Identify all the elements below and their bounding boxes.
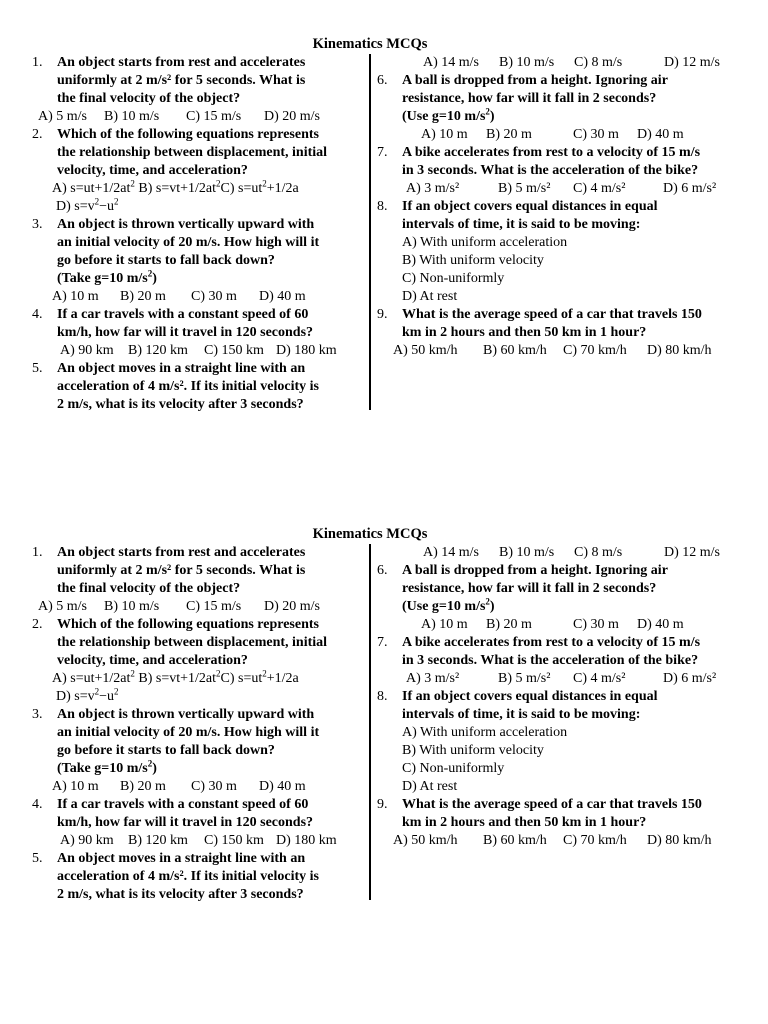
question-text: An object starts from rest and accelerates uniformly at 2 m/s² for 5 seconds. What is the final velocity of the object?	[57, 55, 306, 106]
option[interactable]: A) With uniform acceleration	[402, 235, 568, 250]
page-title: Kinematics MCQs	[312, 526, 428, 542]
question-5	[32, 360, 360, 414]
option[interactable]: B) $s=vt+1/2at^2$	[138, 668, 221, 686]
question-8	[377, 198, 742, 234]
option[interactable]: A) $s=ut+1/2at^2$	[52, 178, 135, 196]
options-q4	[32, 832, 360, 850]
option[interactable]: A) 5 m/s	[38, 599, 87, 614]
question-number: 4.	[32, 797, 43, 812]
question-number: 1.	[32, 55, 43, 70]
option[interactable]: C) 70 km/h	[563, 833, 627, 848]
question-2	[32, 126, 360, 180]
question-number: 5.	[32, 361, 43, 376]
question-8	[377, 688, 742, 724]
option[interactable]: D) 6 m/s²	[663, 671, 717, 686]
question-number: 1.	[32, 545, 43, 560]
option[interactable]: B) 10 m/s	[104, 109, 160, 124]
options-q9	[377, 832, 742, 850]
option[interactable]: A) 3 m/s²	[406, 671, 460, 686]
option[interactable]: A) 14 m/s	[423, 55, 479, 70]
question-number: 6.	[377, 563, 388, 578]
question-number: 7.	[377, 635, 388, 650]
option[interactable]: A) 50 km/h	[393, 833, 458, 848]
option[interactable]: B) 20 m	[120, 289, 166, 304]
option[interactable]: B) 20 m	[120, 779, 166, 794]
question-6	[377, 72, 742, 126]
option[interactable]: C) 150 km	[204, 343, 264, 358]
option[interactable]: D) $s=v^2-u^2$	[56, 196, 119, 214]
question-text: A bike accelerates from rest to a velocity of 15 m/s in 3 seconds. What is the acceleration of the bike?	[402, 635, 701, 668]
question-1	[32, 54, 360, 108]
question-5	[32, 850, 360, 904]
option[interactable]: B) With uniform velocity	[402, 743, 544, 758]
option[interactable]: B) 20 m	[486, 127, 532, 142]
question-text: A ball is dropped from a height. Ignoring air resistance, how far will it fall in 2 seconds? (Use g=10 $m/s^2$)	[402, 73, 668, 124]
option[interactable]: B) 10 m/s	[104, 599, 160, 614]
question-text: A ball is dropped from a height. Ignoring air resistance, how far will it fall in 2 seconds? (Use g=10 $m/s^2$)	[402, 563, 668, 614]
options-q5	[377, 54, 742, 72]
column-divider	[369, 544, 371, 900]
options-q4	[32, 342, 360, 360]
option[interactable]: C) 4 m/s²	[573, 671, 626, 686]
page-title: Kinematics MCQs	[312, 36, 428, 52]
option[interactable]: A) 5 m/s	[38, 109, 87, 124]
option[interactable]: D) 20 m/s	[264, 109, 320, 124]
option[interactable]: D) 40 m	[637, 127, 684, 142]
question-text: If a car travels with a constant speed of 60 km/h, how far will it travel in 120 seconds?	[57, 797, 314, 830]
question-text: An object is thrown vertically upward with an initial velocity of 20 m/s. How high will it go before it starts to fall back down? (Take g=10 $m/s^2$)	[57, 707, 320, 776]
option[interactable]: C) 30 m	[573, 617, 619, 632]
option[interactable]: D) $s=v^2-u^2$	[56, 686, 119, 704]
option[interactable]: C) 4 m/s²	[573, 181, 626, 196]
question-4	[32, 306, 360, 342]
option[interactable]: A) 10 m	[52, 289, 99, 304]
question-7	[377, 144, 742, 180]
options-q1	[32, 108, 360, 126]
option[interactable]: C) Non-uniformly	[402, 271, 505, 286]
options-q1	[32, 598, 360, 616]
option[interactable]: C) 150 km	[204, 833, 264, 848]
question-number: 2.	[32, 617, 43, 632]
column-divider	[369, 54, 371, 410]
question-text: If an object covers equal distances in equal intervals of time, it is said to be moving:	[402, 689, 658, 722]
question-text: If a car travels with a constant speed of 60 km/h, how far will it travel in 120 seconds?	[57, 307, 314, 340]
option[interactable]: D) 180 km	[276, 833, 337, 848]
right-column	[377, 544, 742, 850]
worksheet-top	[0, 0, 768, 412]
options-q6	[377, 616, 742, 634]
option[interactable]: D) 80 km/h	[647, 343, 712, 358]
option[interactable]: B) 5 m/s²	[498, 671, 551, 686]
question-number: 3.	[32, 217, 43, 232]
option[interactable]: B) $s=vt+1/2at^2$	[138, 178, 221, 196]
option[interactable]: C) 30 m	[191, 289, 237, 304]
worksheet-bottom	[0, 490, 768, 902]
option[interactable]: D) 6 m/s²	[663, 181, 717, 196]
options-q2-d	[32, 198, 360, 216]
option[interactable]: C) $s=ut^2+1/2a$	[220, 668, 299, 686]
question-number: 4.	[32, 307, 43, 322]
question-text: If an object covers equal distances in equal intervals of time, it is said to be moving:	[402, 199, 658, 232]
option[interactable]: C) 8 m/s	[574, 55, 623, 70]
question-text: An object is thrown vertically upward with an initial velocity of 20 m/s. How high will it go before it starts to fall back down? (Take g=10 $m/s^2$)	[57, 217, 320, 286]
option[interactable]: D) At rest	[402, 289, 458, 304]
question-text: Which of the following equations represents the relationship between displacement, initial velocity, time, and acceleration?	[57, 127, 328, 178]
option[interactable]: B) With uniform velocity	[402, 253, 544, 268]
options-q7	[377, 180, 742, 198]
option[interactable]: C) 15 m/s	[186, 599, 242, 614]
option[interactable]: D) 12 m/s	[664, 55, 720, 70]
question-9	[377, 306, 742, 342]
options-q2	[32, 180, 360, 198]
option[interactable]: D) 40 m	[637, 617, 684, 632]
option[interactable]: A) 90 km	[60, 343, 114, 358]
question-2	[32, 616, 360, 670]
option[interactable]: A) 90 km	[60, 833, 114, 848]
question-text: An object starts from rest and accelerates uniformly at 2 m/s² for 5 seconds. What is the final velocity of the object?	[57, 545, 306, 596]
question-6	[377, 562, 742, 616]
question-number: 8.	[377, 199, 388, 214]
option[interactable]: B) 10 m/s	[499, 55, 555, 70]
options-q9	[377, 342, 742, 360]
options-q5	[377, 544, 742, 562]
options-q7	[377, 670, 742, 688]
option[interactable]: B) 120 km	[128, 343, 188, 358]
option[interactable]: A) 14 m/s	[423, 545, 479, 560]
option[interactable]: A) 10 m	[52, 779, 99, 794]
question-7	[377, 634, 742, 670]
option[interactable]: D) 12 m/s	[664, 545, 720, 560]
option[interactable]: A) With uniform acceleration	[402, 725, 568, 740]
question-number: 3.	[32, 707, 43, 722]
right-column	[377, 54, 742, 360]
question-number: 5.	[32, 851, 43, 866]
option[interactable]: A) 3 m/s²	[406, 181, 460, 196]
left-column	[32, 54, 360, 414]
option[interactable]: A) 10 m	[421, 127, 468, 142]
option[interactable]: D) 80 km/h	[647, 833, 712, 848]
question-text: A bike accelerates from rest to a velocity of 15 m/s in 3 seconds. What is the acceleration of the bike?	[402, 145, 701, 178]
option[interactable]: D) 40 m	[259, 779, 306, 794]
question-9	[377, 796, 742, 832]
question-text: Which of the following equations represents the relationship between displacement, initial velocity, time, and acceleration?	[57, 617, 328, 668]
question-1	[32, 544, 360, 598]
option[interactable]: C) 30 m	[191, 779, 237, 794]
question-text: An object moves in a straight line with an acceleration of 4 m/s². If its initial velocity is 2 m/s, what is its velocity after 3 seconds?	[57, 361, 319, 412]
options-q2	[32, 670, 360, 688]
option[interactable]: C) 15 m/s	[186, 109, 242, 124]
question-number: 2.	[32, 127, 43, 142]
option[interactable]: C) 70 km/h	[563, 343, 627, 358]
option[interactable]: A) 50 km/h	[393, 343, 458, 358]
option[interactable]: C) 30 m	[573, 127, 619, 142]
option[interactable]: D) 40 m	[259, 289, 306, 304]
option[interactable]: C) 8 m/s	[574, 545, 623, 560]
question-number: 6.	[377, 73, 388, 88]
option[interactable]: B) 120 km	[128, 833, 188, 848]
options-q6	[377, 126, 742, 144]
option[interactable]: C) $s=ut^2+1/2a$	[220, 178, 299, 196]
question-number: 9.	[377, 797, 388, 812]
question-text: An object moves in a straight line with an acceleration of 4 m/s². If its initial velocity is 2 m/s, what is its velocity after 3 seconds?	[57, 851, 319, 902]
question-number: 9.	[377, 307, 388, 322]
option[interactable]: D) 20 m/s	[264, 599, 320, 614]
option[interactable]: D) 180 km	[276, 343, 337, 358]
option[interactable]: B) 60 km/h	[483, 833, 547, 848]
question-text: What is the average speed of a car that travels 150 km in 2 hours and then 50 km in 1 hour?	[402, 307, 702, 340]
option[interactable]: A) $s=ut+1/2at^2$	[52, 668, 135, 686]
left-column	[32, 544, 360, 904]
options-q2-d	[32, 688, 360, 706]
question-4	[32, 796, 360, 832]
options-q3	[32, 778, 360, 796]
question-3	[32, 216, 360, 288]
option[interactable]: C) Non-uniformly	[402, 761, 505, 776]
question-text: What is the average speed of a car that travels 150 km in 2 hours and then 50 km in 1 hour?	[402, 797, 702, 830]
question-number: 7.	[377, 145, 388, 160]
option[interactable]: B) 10 m/s	[499, 545, 555, 560]
question-3	[32, 706, 360, 778]
option[interactable]: B) 5 m/s²	[498, 181, 551, 196]
option[interactable]: D) At rest	[402, 779, 458, 794]
option[interactable]: B) 60 km/h	[483, 343, 547, 358]
options-q3	[32, 288, 360, 306]
option[interactable]: B) 20 m	[486, 617, 532, 632]
option[interactable]: A) 10 m	[421, 617, 468, 632]
question-number: 8.	[377, 689, 388, 704]
